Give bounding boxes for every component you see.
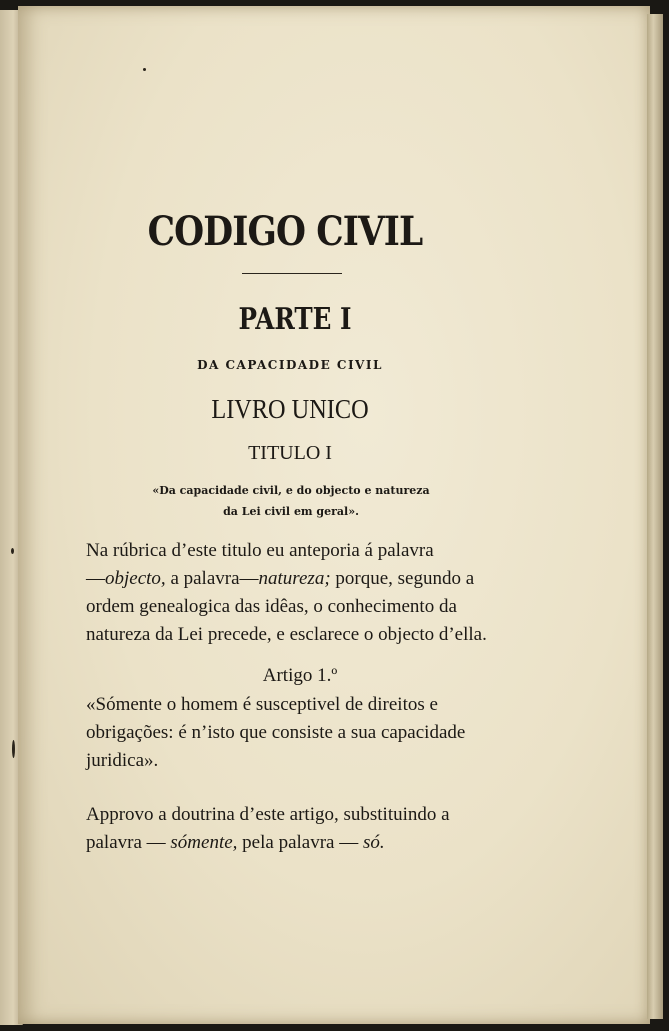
quoted-heading-line-2: da Lei civil em geral». bbox=[223, 505, 359, 518]
italic-word-objecto: objecto, bbox=[105, 568, 166, 589]
artigo-text bbox=[86, 691, 506, 775]
book-title: LIVRO UNICO bbox=[211, 394, 369, 424]
dash: — bbox=[86, 568, 105, 589]
line-2-mid: pela palavra — bbox=[237, 832, 363, 853]
paragraph-1-line-4: natureza da Lei precede, e esclarece o objecto d’ella. bbox=[86, 624, 487, 645]
ink-speck bbox=[143, 68, 146, 71]
line-2-start: palavra — bbox=[86, 832, 171, 853]
part-subtitle: DA CAPACIDADE CIVIL bbox=[197, 358, 383, 372]
part-title: PARTE I bbox=[238, 302, 352, 337]
italic-word-so: só. bbox=[362, 832, 385, 853]
paragraph-3 bbox=[86, 801, 506, 857]
main-title: CODIGO CIVIL bbox=[147, 208, 423, 255]
quoted-heading bbox=[126, 480, 456, 522]
paragraph-3-line-2 bbox=[86, 829, 506, 857]
line-2-end: porque, segundo a bbox=[330, 568, 475, 589]
artigo-text-line-1: «Sómente o homem é susceptivel de direitos e bbox=[86, 694, 438, 715]
paragraph-1-line-3: ordem genealogica das idêas, o conhecimento da bbox=[86, 596, 457, 617]
italic-word-somente: sómente, bbox=[170, 832, 238, 853]
ink-speck bbox=[12, 740, 15, 758]
paragraph-1 bbox=[86, 537, 506, 649]
italic-word-natureza: natureza; bbox=[258, 568, 331, 589]
artigo-text-line-3: juridica». bbox=[86, 750, 159, 771]
quoted-heading-line-1: «Da capacidade civil, e do objecto e natureza bbox=[152, 484, 430, 497]
line-2-mid: a palavra— bbox=[165, 568, 259, 589]
paragraph-3-line-1: Approvo a doutrina d’este artigo, substituindo a bbox=[86, 804, 450, 825]
artigo-text-line-2: obrigações: é n’isto que consiste a sua capacidade bbox=[86, 722, 466, 743]
paragraph-1-line-1: Na rúbrica d’este titulo eu anteporia á palavra bbox=[86, 540, 434, 561]
title-rule bbox=[242, 273, 342, 274]
ink-speck bbox=[11, 548, 14, 554]
titulo-heading: TITULO I bbox=[248, 442, 332, 464]
artigo-heading: Artigo 1.º bbox=[262, 665, 338, 686]
paragraph-1-line-2 bbox=[86, 565, 506, 593]
